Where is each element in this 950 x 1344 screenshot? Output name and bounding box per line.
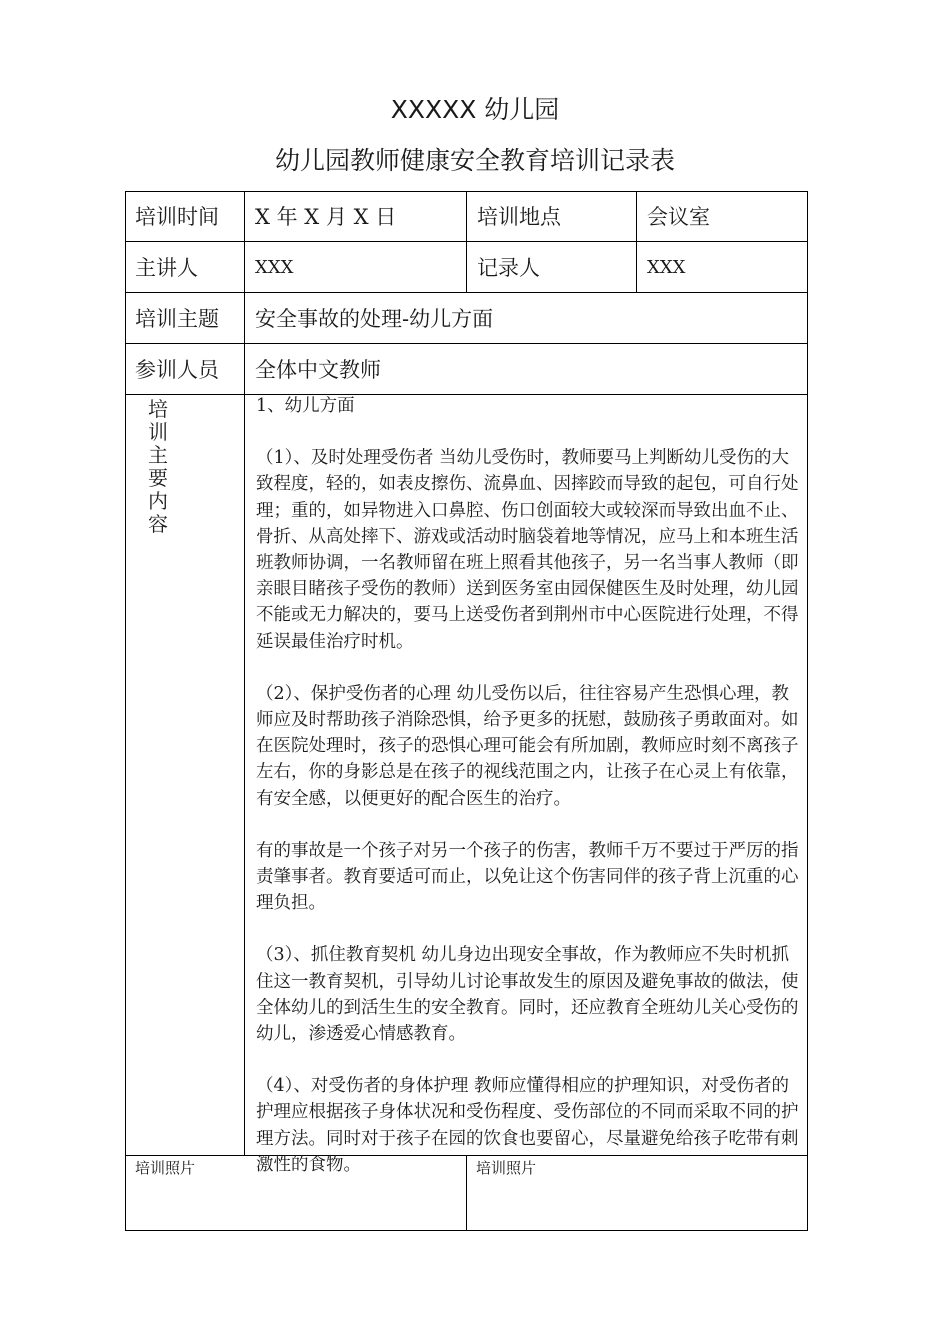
training-time-label: 培训时间: [135, 205, 219, 229]
topic-value: 安全事故的处理-幼儿方面: [255, 307, 494, 331]
speaker-label: 主讲人: [135, 256, 198, 280]
content-paragraph: （3）、抓住教育契机 幼儿身边出现安全事故，作为教师应不失时机抓住这一教育契机，引导幼儿讨论事故发生的原因及避免事故的做法，使全体幼儿的到活生生的安全教育。同时，还应教育全班幼儿关心受伤的幼儿，渗透爱心情感教育。: [256, 945, 799, 1045]
recorder-value: XXX: [647, 256, 686, 278]
content-paragraph: （2）、保护受伤者的心理 幼儿受伤以后，往往容易产生恐惧心理，教师应及时帮助孩子消除恐惧，给予更多的抚慰，鼓励孩子勇敢面对。如在医院处理时，孩子的恐惧心理可能会有所加剧，教师应时刻不离孩子左右，你的身影总是在孩子的视线范围之内，让孩子在心灵上有依靠，有安全感，以便更好的配合医生的治疗。: [256, 683, 799, 809]
content-paragraph: （1）、及时处理受伤者 当幼儿受伤时，教师要马上判断幼儿受伤的大致程度，轻的，如表皮擦伤、流鼻血、因摔跤而导致的起包，可自行处理；重的，如异物进入口鼻腔、伤口创面较大或较深而导致出血不止、骨折、从高处摔下、游戏或活动时脑袋着地等情况，应马上和本班生活班教师协调，一名教师留在班上照看其他孩子，另一名当事人教师（即亲眼目睹孩子受伤的教师）送到医务室由园保健医生及时处理，幼儿园不能或无力解决的，要马上送受伤者到荆州市中心医院进行处理，不得延误最佳治疗时机。: [256, 448, 799, 652]
kindergarten-name: XXXXX 幼儿园: [390, 95, 560, 124]
speaker-value: XXX: [255, 256, 294, 278]
content-paragraph: 有的事故是一个孩子对另一个孩子的伤害，教师千万不要过于严厉的指责肇事者。教育要适可而止，以免让这个伤害同伴的孩子背上沉重的心理负担。: [256, 840, 799, 914]
content-label-char: 培: [148, 397, 168, 421]
table-border-right: [807, 191, 808, 1231]
content-paragraph: （4）、对受伤者的身体护理 教师应懂得相应的护理知识，对受伤者的护理应根据孩子身体状况和受伤程度、受伤部位的不同而采取不同的护理方法。同时对于孩子在园的饮食也要留心，尽量避免给孩子吃带有刺激性的食物。: [256, 1076, 799, 1175]
content-label-char: 训: [148, 420, 168, 444]
content-label-char: 主: [148, 443, 168, 467]
content-label-char: 容: [148, 512, 168, 536]
training-place-label: 培训地点: [477, 205, 561, 229]
attendees-value: 全体中文教师: [255, 358, 381, 382]
training-place-value: 会议室: [647, 205, 710, 229]
attendees-label: 参训人员: [135, 358, 219, 382]
content-label: [125, 398, 191, 536]
training-content: [256, 393, 806, 1204]
recorder-label: 记录人: [477, 256, 540, 280]
photo-label-right: 培训照片: [476, 1159, 537, 1177]
training-time-value: X 年 X 月 X 日: [255, 205, 397, 229]
content-label-char: 内: [148, 489, 168, 513]
topic-label: 培训主题: [135, 307, 219, 331]
content-label-char: 要: [148, 466, 168, 490]
training-record-table: [125, 191, 808, 1231]
photo-label-left: 培训照片: [135, 1159, 196, 1177]
form-title: 幼儿园教师健康安全教育培训记录表: [274, 146, 675, 175]
content-heading: 1、幼儿方面: [256, 396, 355, 416]
